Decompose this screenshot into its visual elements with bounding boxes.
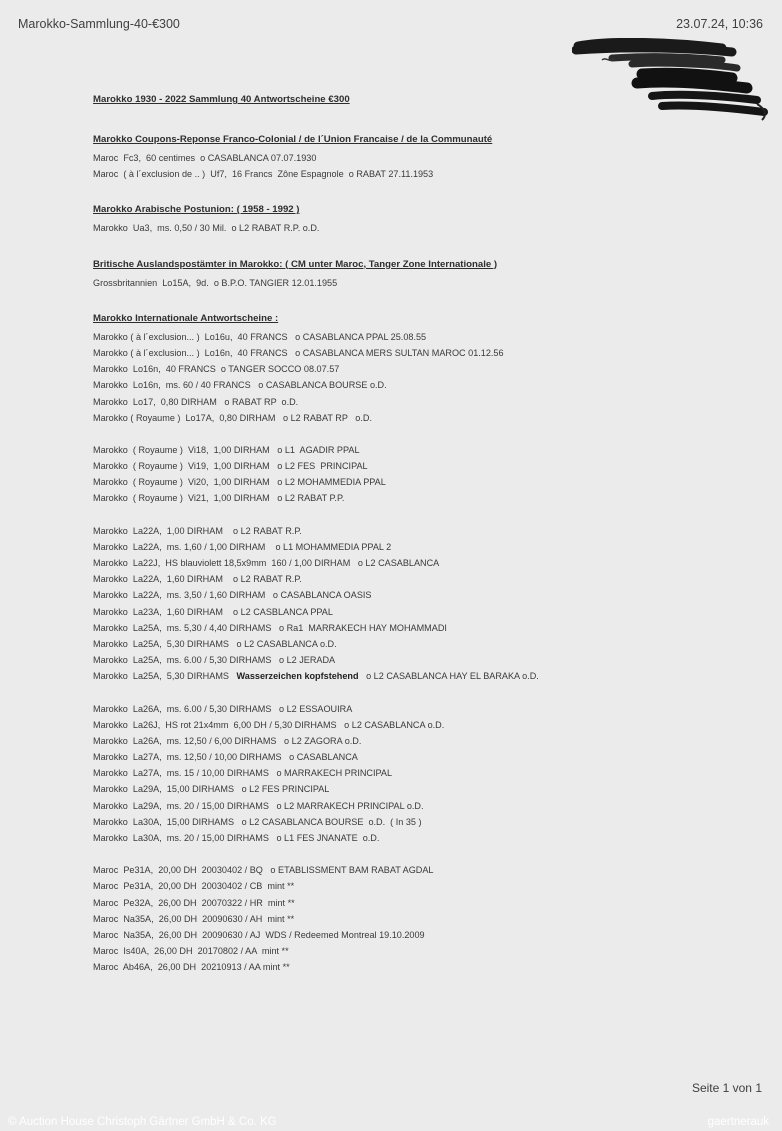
list-item xyxy=(93,329,763,345)
list-item xyxy=(93,458,763,474)
entry-text: Marokko La26A, ms. 6.00 / 5,30 DIRHAMS o L2 ESSAOUIRA xyxy=(93,703,353,714)
list-item xyxy=(93,862,763,878)
entry-text: Maroc Na35A, 26,00 DH 20090630 / AH mint ** xyxy=(93,913,295,924)
section xyxy=(93,257,763,291)
list-item xyxy=(93,220,763,236)
entry-text: Marokko La22A, 1,60 DIRHAM o L2 RABAT R.P. xyxy=(93,574,302,585)
entry-text: Maroc Is40A, 26,00 DH 20170802 / AA mint ** xyxy=(93,946,289,957)
section-heading: Marokko Internationale Antwortscheine : xyxy=(93,312,279,324)
entry-group xyxy=(93,329,763,426)
entry-text: Maroc Ab46A, 26,00 DH 20210913 / AA mint ** xyxy=(93,962,290,973)
entry-text: Marokko La29A, 15,00 DIRHAMS o L2 FES PRINCIPAL xyxy=(93,784,330,795)
list-item xyxy=(93,911,763,927)
list-item xyxy=(93,927,763,943)
bold-note: Wasserzeichen kopfstehend xyxy=(236,671,359,682)
list-item xyxy=(93,275,763,291)
section xyxy=(93,132,763,182)
list-item xyxy=(93,830,763,846)
entry-text: Marokko ( Royaume ) Lo17A, 0,80 DIRHAM o L2 RABAT RP o.D. xyxy=(93,412,372,423)
list-item xyxy=(93,717,763,733)
list-item xyxy=(93,571,763,587)
entry-text: Marokko La26A, ms. 12,50 / 6,00 DIRHAMS o L2 ZAGORA o.D. xyxy=(93,735,362,746)
entry-text: Marokko ( Royaume ) Vi20, 1,00 DIRHAM o L2 MOHAMMEDIA PPAL xyxy=(93,477,386,488)
entry-group xyxy=(93,442,763,507)
entry-text: Maroc Fc3, 60 centimes o CASABLANCA 07.07.1930 xyxy=(93,153,317,163)
print-header-title: Marokko-Sammlung-40-€300 xyxy=(18,17,180,31)
list-item xyxy=(93,587,763,603)
list-item xyxy=(93,652,763,668)
entry-text: Marokko La26J, HS rot 21x4mm 6,00 DH / 5,30 DIRHAMS o L2 CASABLANCA o.D. xyxy=(93,719,445,730)
list-item xyxy=(93,733,763,749)
list-item xyxy=(93,781,763,797)
entry-text: Marokko ( à l´exclusion... ) Lo16n, 40 FRANCS o CASABLANCA MERS SULTAN MAROC 01.12.56 xyxy=(93,347,504,358)
brand-watermark: gaertnerauk xyxy=(707,1116,769,1128)
entry-text: Maroc Pe32A, 26,00 DH 20070322 / HR mint ** xyxy=(93,897,295,908)
list-item xyxy=(93,701,763,717)
section-heading: Marokko Coupons-Reponse Franco-Colonial / de l´Union Francaise / de la Communauté xyxy=(93,134,493,145)
list-item xyxy=(93,361,763,377)
entry-text: Marokko Lo16n, ms. 60 / 40 FRANCS o CASABLANCA BOURSE o.D. xyxy=(93,380,387,391)
entry-text: Marokko La23A, 1,60 DIRHAM o L2 CASBLANCA PPAL xyxy=(93,606,333,617)
page-number: Seite 1 von 1 xyxy=(691,1081,762,1095)
list-item xyxy=(93,150,763,166)
entry-text: Marokko La30A, ms. 20 / 15,00 DIRHAMS o L1 FES JNANATE o.D. xyxy=(93,833,380,843)
list-item xyxy=(93,410,763,426)
entry-text: Marokko La22A, 1,00 DIRHAM o L2 RABAT R.P. xyxy=(93,525,302,536)
list-item xyxy=(93,636,763,652)
list-item xyxy=(93,749,763,765)
list-item xyxy=(93,798,763,814)
list-item xyxy=(93,166,763,182)
entry-group xyxy=(93,523,763,685)
entry-text: o L2 CASABLANCA HAY EL BARAKA o.D. xyxy=(358,671,539,682)
list-item xyxy=(93,555,763,571)
list-item xyxy=(93,878,763,894)
list-item xyxy=(93,539,763,555)
entry-text: Marokko La25A, ms. 6.00 / 5,30 DIRHAMS o L2 JERADA xyxy=(93,655,336,666)
list-item xyxy=(93,490,763,506)
entry-text: Marokko ( Royaume ) Vi18, 1,00 DIRHAM o L1 AGADIR PPAL xyxy=(93,444,360,455)
entry-group xyxy=(93,220,763,236)
entry-text: Marokko Ua3, ms. 0,50 / 30 Mil. o L2 RABAT R.P. o.D. xyxy=(93,223,320,234)
entry-text: Marokko ( Royaume ) Vi21, 1,00 DIRHAM o L2 RABAT P.P. xyxy=(93,493,345,504)
section xyxy=(93,311,763,976)
entry-text: Marokko Lo16n, 40 FRANCS o TANGER SOCCO 08.07.57 xyxy=(93,364,340,375)
entry-text: Marokko La30A, 15,00 DIRHAMS o L2 CASABLANCA BOURSE o.D. ( In 35 ) xyxy=(93,816,422,827)
entry-group xyxy=(93,701,763,847)
entry-text: Maroc Pe31A, 20,00 DH 20030402 / CB mint ** xyxy=(93,881,295,892)
entry-text: Maroc ( à l´exclusion de .. ) Uf7, 16 Francs Zône Espagnole o RABAT 27.11.1953 xyxy=(93,169,434,180)
entry-text: Marokko ( Royaume ) Vi19, 1,00 DIRHAM o L2 FES PRINCIPAL xyxy=(93,461,368,472)
list-item xyxy=(93,377,763,393)
list-item xyxy=(93,668,763,684)
list-item xyxy=(93,959,763,975)
entry-text: Marokko La27A, ms. 12,50 / 10,00 DIRHAMS o CASABLANCA xyxy=(93,752,358,763)
list-item xyxy=(93,523,763,539)
list-item xyxy=(93,394,763,410)
entry-group xyxy=(93,275,763,291)
entry-group xyxy=(93,862,763,975)
entry-group xyxy=(93,150,763,182)
document-body xyxy=(93,93,763,996)
list-item xyxy=(93,943,763,959)
entry-text: Grossbritannien Lo15A, 9d. o B.P.O. TANGIER 12.01.1955 xyxy=(93,277,338,288)
entry-text: Marokko Lo17, 0,80 DIRHAM o RABAT RP o.D. xyxy=(93,396,299,407)
document-title: Marokko 1930 - 2022 Sammlung 40 Antwortscheine €300 xyxy=(93,94,350,105)
entry-text: Marokko La25A, ms. 5,30 / 4,40 DIRHAMS o Ra1 MARRAKECH HAY MOHAMMADI xyxy=(93,622,447,633)
entry-text: Marokko ( à l´exclusion... ) Lo16u, 40 FRANCS o CASABLANCA PPAL 25.08.55 xyxy=(93,331,427,342)
copyright-watermark: © Auction House Christoph Gärtner GmbH & Co. KG xyxy=(8,1116,277,1128)
list-item xyxy=(93,442,763,458)
section-heading: Britische Auslandspostämter in Marokko: ( CM unter Maroc, Tanger Zone Internationale ) xyxy=(93,258,498,270)
entry-text: Marokko La25A, 5,30 DIRHAMS xyxy=(93,671,237,682)
list-item xyxy=(93,604,763,620)
list-item xyxy=(93,620,763,636)
list-item xyxy=(93,895,763,911)
section-heading: Marokko Arabische Postunion: ( 1958 - 1992 ) xyxy=(93,204,300,216)
list-item xyxy=(93,814,763,830)
print-header-timestamp: 23.07.24, 10:36 xyxy=(676,17,763,31)
entry-text: Marokko La22A, ms. 1,60 / 1,00 DIRHAM o L1 MOHAMMEDIA PPAL 2 xyxy=(93,541,392,552)
list-item xyxy=(93,345,763,361)
entry-text: Marokko La29A, ms. 20 / 15,00 DIRHAMS o L2 MARRAKECH PRINCIPAL o.D. xyxy=(93,800,424,811)
entry-text: Marokko La27A, ms. 15 / 10,00 DIRHAMS o MARRAKECH PRINCIPAL xyxy=(93,768,393,779)
entry-text: Maroc Na35A, 26,00 DH 20090630 / AJ WDS / Redeemed Montreal 19.10.2009 xyxy=(93,929,425,940)
entry-text: Marokko La25A, 5,30 DIRHAMS o L2 CASABLANCA o.D. xyxy=(93,638,337,649)
entry-text: Marokko La22A, ms. 3,50 / 1,60 DIRHAM o CASABLANCA OASIS xyxy=(93,590,372,601)
list-item xyxy=(93,765,763,781)
list-item xyxy=(93,474,763,490)
entry-text: Marokko La22J, HS blauviolett 18,5x9mm 160 / 1,00 DIRHAM o L2 CASABLANCA xyxy=(93,558,440,568)
entry-text: Maroc Pe31A, 20,00 DH 20030402 / BQ o ETABLISSMENT BAM RABAT AGDAL xyxy=(93,865,434,876)
section xyxy=(93,202,763,236)
